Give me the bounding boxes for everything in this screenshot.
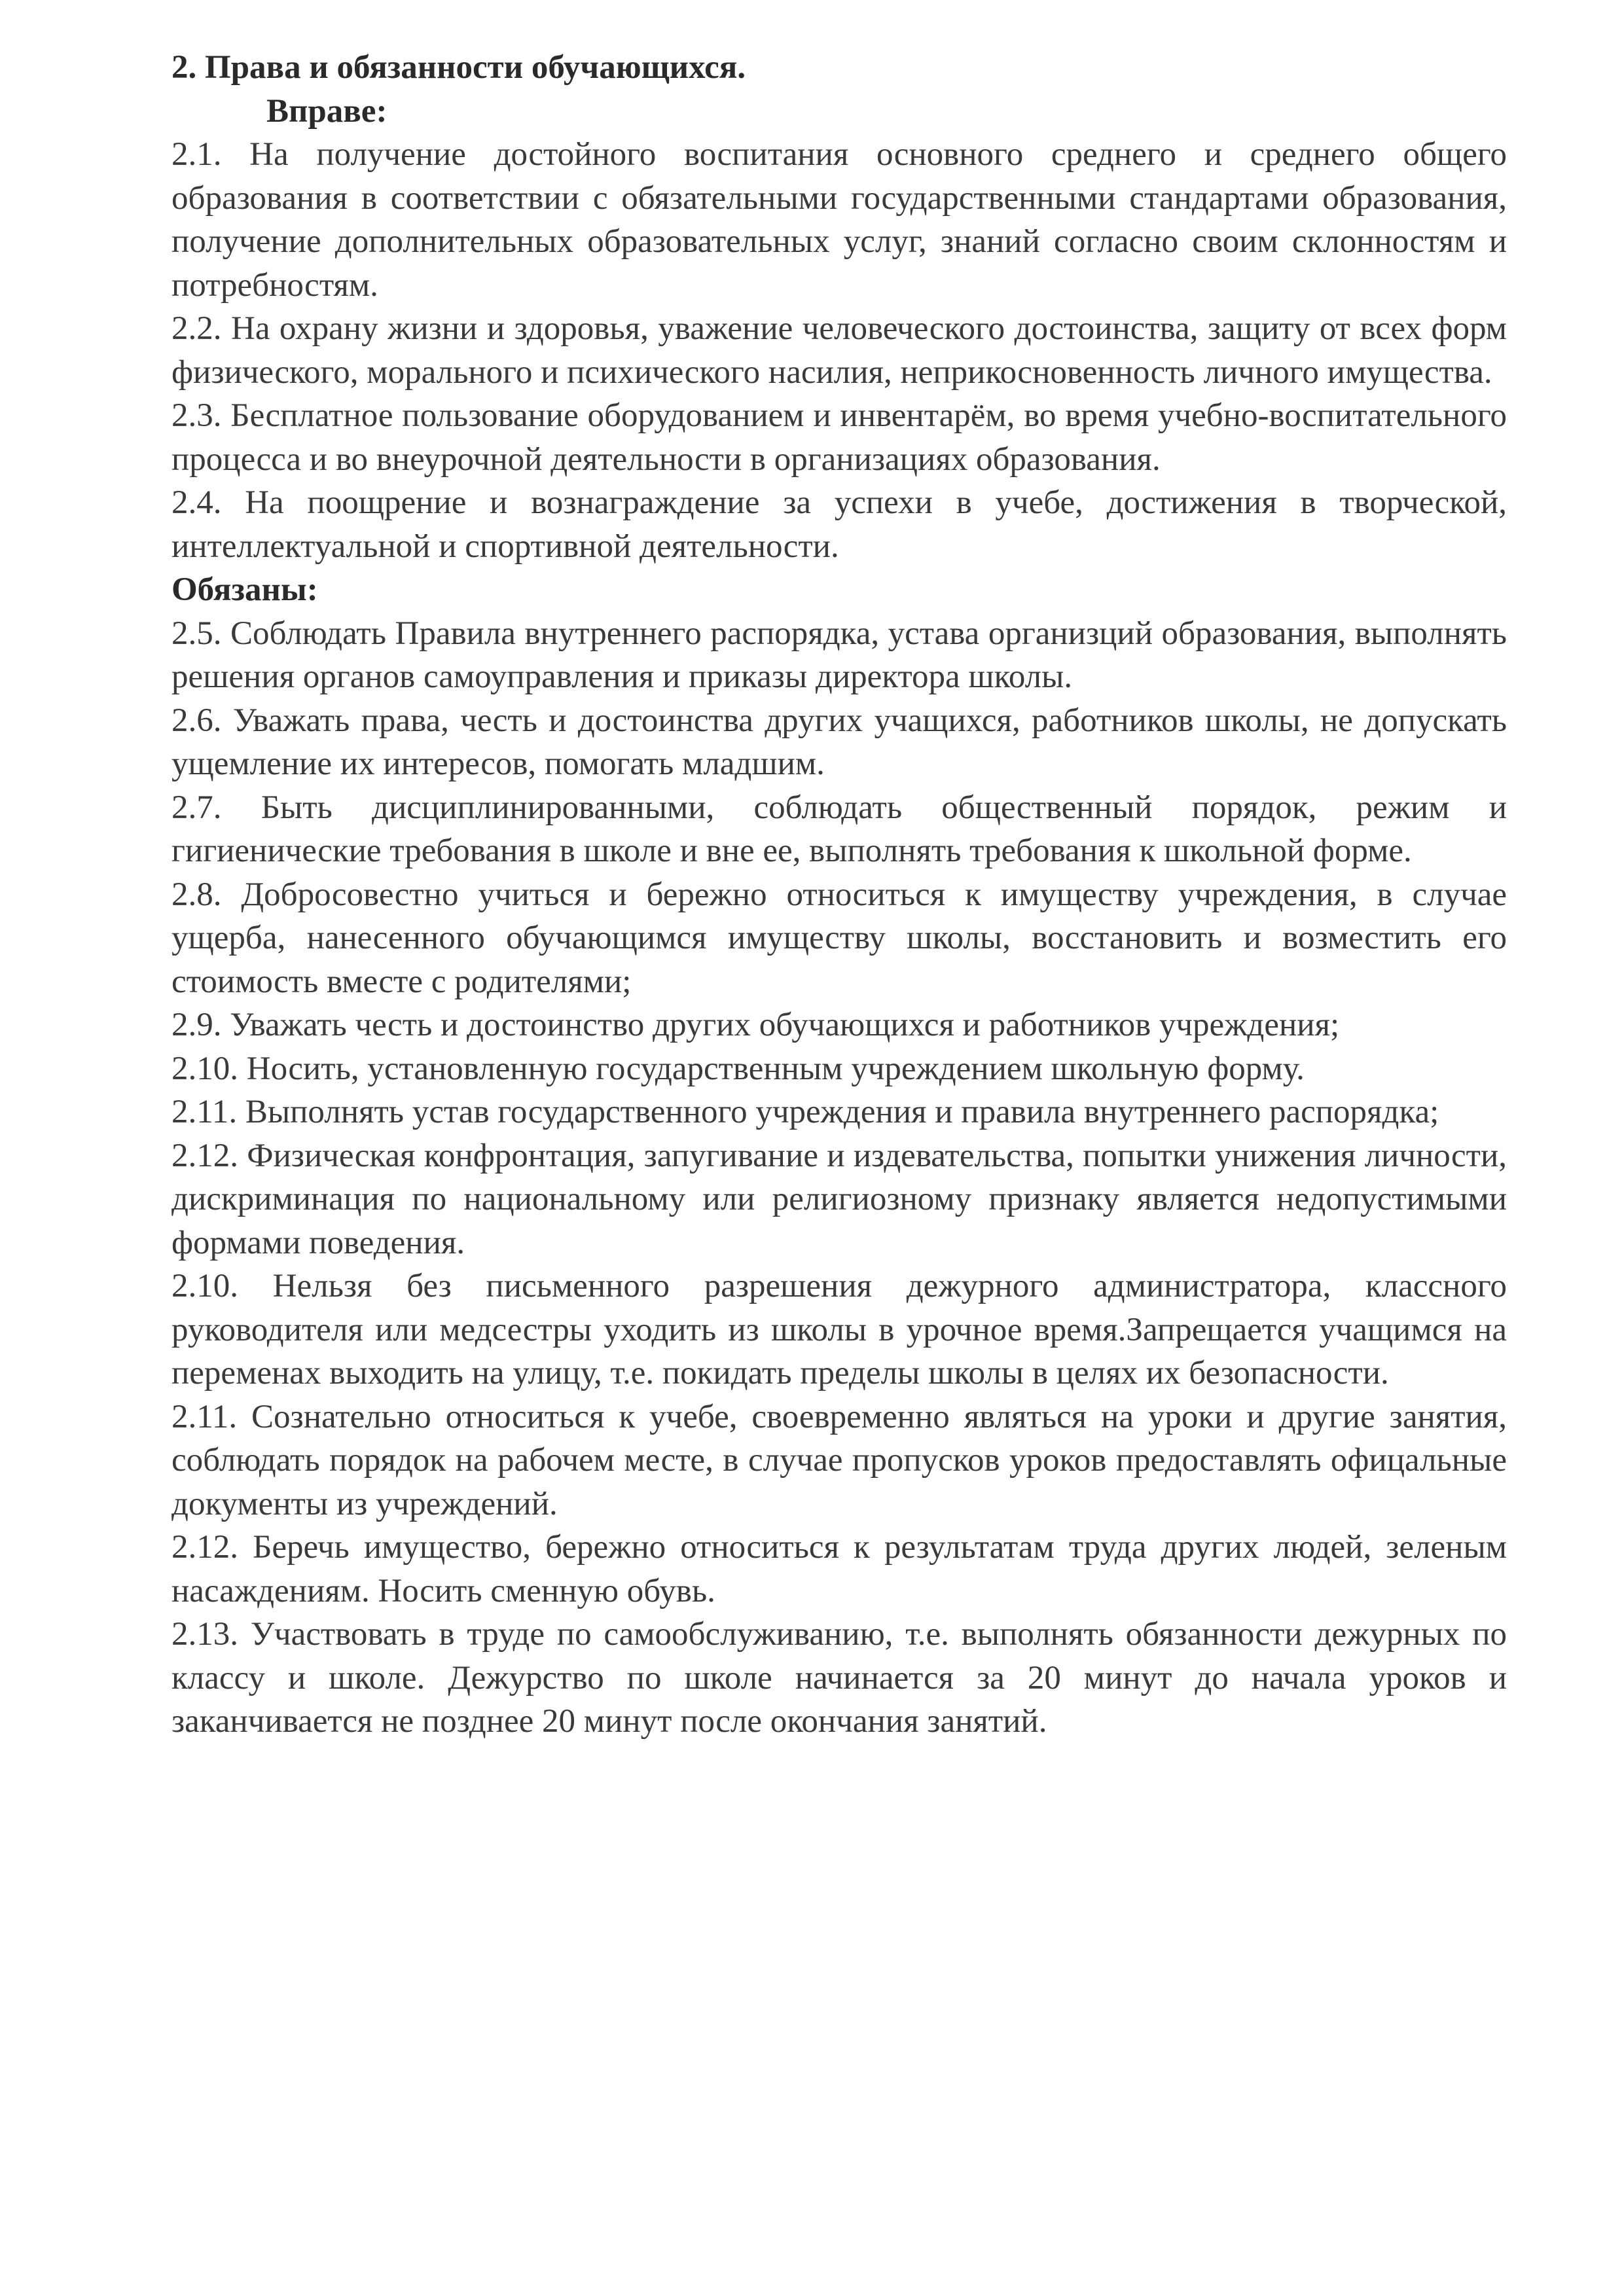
rights-heading: Вправе:: [266, 92, 388, 130]
duties-item: 2.13. Участвовать в труде по самообслуживанию, т.е. выполнять обязанности дежурных по классу и школе. Дежурство по школе начинается за 20 минут до начала уроков и заканчивается не позднее 20 минут после окончания занятий.: [171, 1616, 1507, 1740]
duties-item: 2.11. Сознательно относиться к учебе, своевременно являться на уроки и другие занятия, соблюдать порядок на рабочем месте, в случае пропусков уроков предоставлять офицальные документы из учреждений.: [171, 1398, 1507, 1522]
duties-item: 2.9. Уважать честь и достоинство других обучающихся и работников учреждения;: [171, 1007, 1340, 1043]
duties-heading: Обязаны:: [171, 571, 318, 608]
duties-item: 2.8. Добросовестно учиться и бережно относиться к имуществу учреждения, в случае ущерба, нанесенного обучающимся имуществу школы, восстановить и возместить его стоимость вместе с родителями;: [171, 876, 1507, 1000]
section-title: 2. Права и обязанности обучающихся.: [171, 49, 746, 86]
duties-item: 2.10. Носить, установленную государственным учреждением школьную форму.: [171, 1050, 1305, 1087]
duties-item: 2.5. Соблюдать Правила внутреннего распорядка, устава организций образования, выполнять решения органов самоуправления и приказы директора школы.: [171, 615, 1507, 695]
duties-item: 2.12. Физическая конфронтация, запугивание и издевательства, попытки унижения личности, дискриминация по национальному или религиозному признаку является недопустимыми формами поведения.: [171, 1137, 1507, 1261]
duties-item: 2.12. Беречь имущество, бережно относиться к результатам труда других людей, зеленым насаждениям. Носить сменную обувь.: [171, 1529, 1507, 1609]
rights-item: 2.3. Бесплатное пользование оборудованием и инвентарём, во время учебно-воспитательного процесса и во внеурочной деятельности в организациях образования.: [171, 397, 1507, 478]
duties-item: 2.11. Выполнять устав государственного учреждения и правила внутреннего распорядка;: [171, 1094, 1439, 1130]
duties-item: 2.6. Уважать права, честь и достоинства других учащихся, работников школы, не допускать ущемление их интересов, помогать младшим.: [171, 702, 1507, 782]
document-page: [171, 46, 1507, 1744]
rights-item: 2.1. На получение достойного воспитания основного среднего и среднего общего образования в соответствии с обязательными государственными стандартами образования, получение дополнительных образовательных услуг, знаний согласно своим склонностям и потребностям.: [171, 136, 1507, 304]
duties-item: 2.7. Быть дисциплинированными, соблюдать общественный порядок, режим и гигиенические требования в школе и вне ее, выполнять требования к школьной форме.: [171, 789, 1507, 869]
duties-item: 2.10. Нельзя без письменного разрешения дежурного администратора, классного руководителя или медсестры уходить из школы в урочное время.Запрещается учащимся на переменах выходить на улицу, т.е. покидать пределы школы в целях их безопасности.: [171, 1268, 1507, 1391]
rights-item: 2.2. На охрану жизни и здоровья, уважение человеческого достоинства, защиту от всех форм физического, морального и психического насилия, неприкосновенность личного имущества.: [171, 310, 1507, 391]
rights-item: 2.4. На поощрение и вознаграждение за успехи в учебе, достижения в творческой, интеллектуальной и спортивной деятельности.: [171, 484, 1507, 565]
